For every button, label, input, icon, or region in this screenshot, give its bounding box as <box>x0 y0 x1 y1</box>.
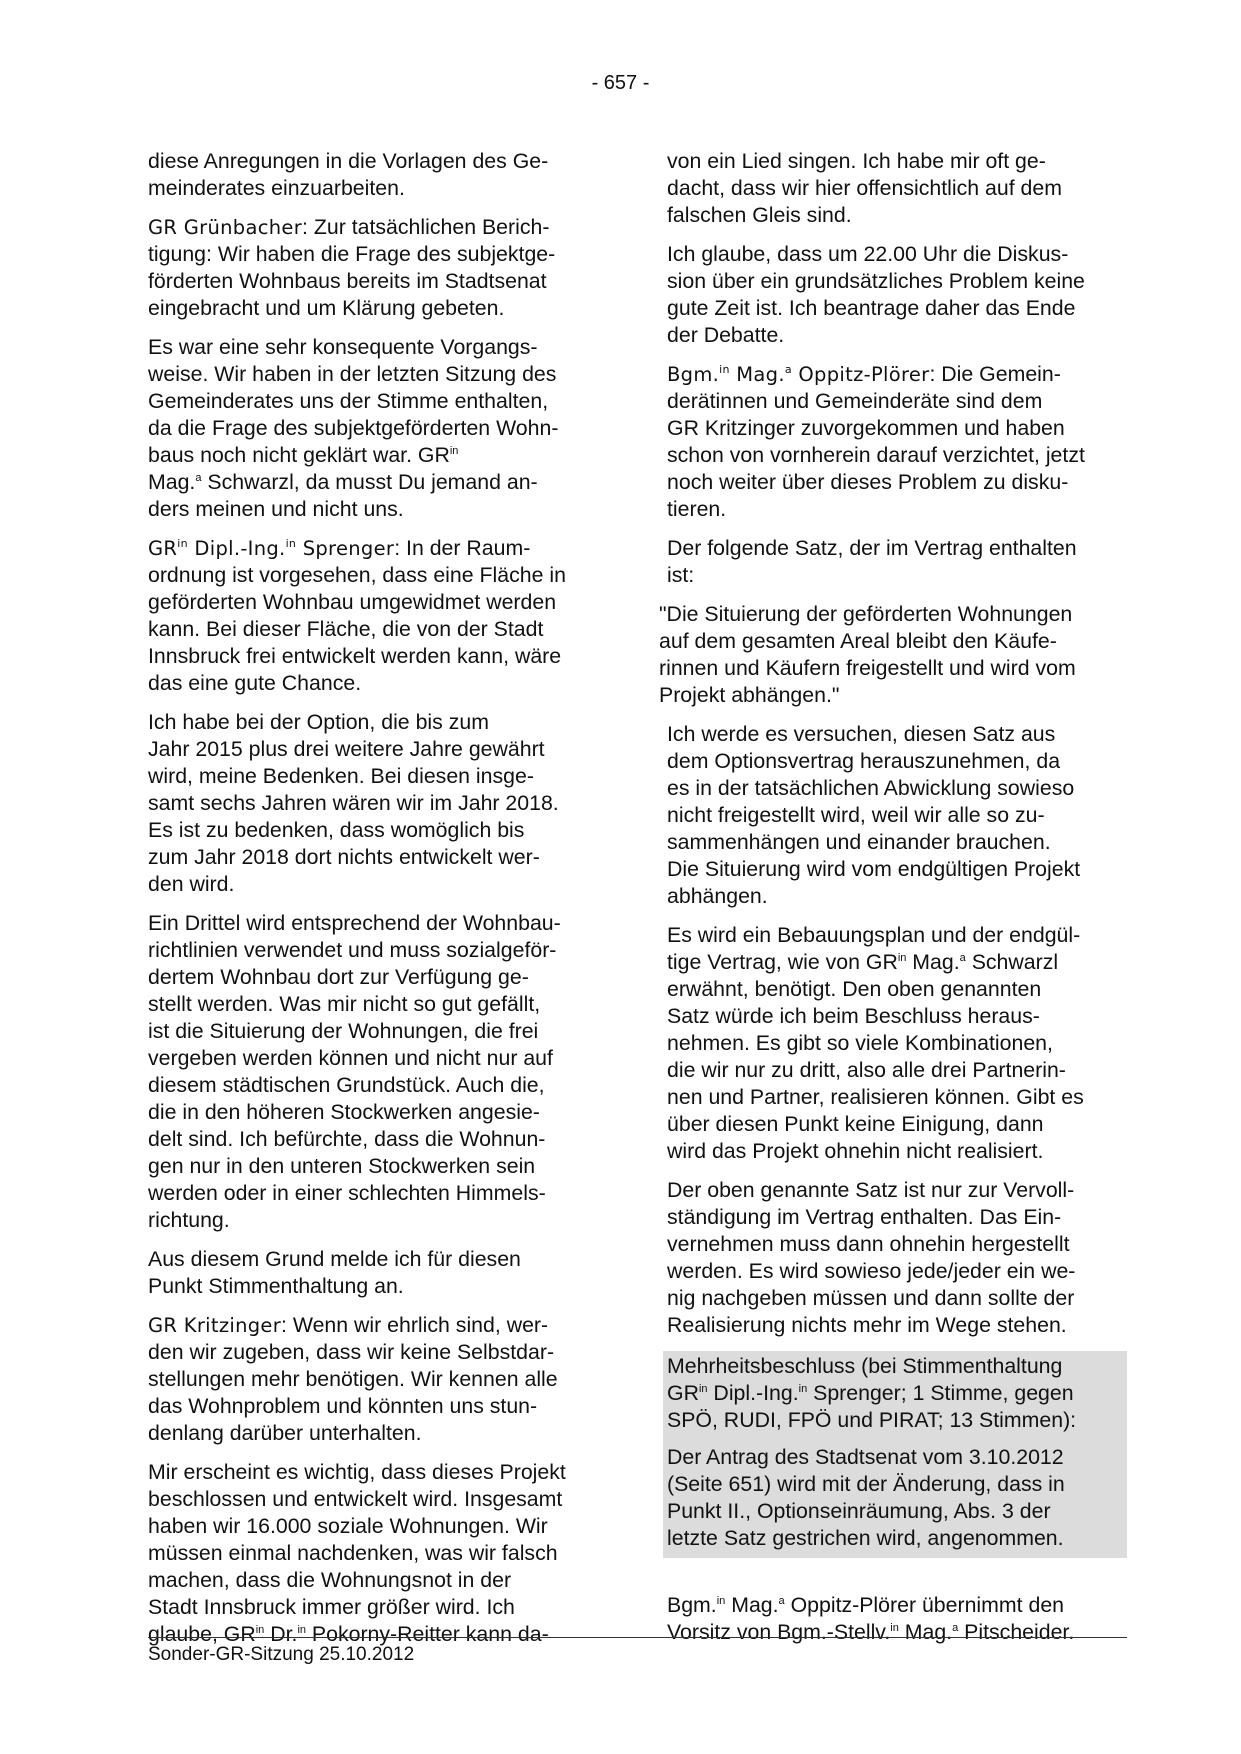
decision-resolution-box: Der Antrag des Stadtsenat vom 3.10.2012 (Seite 651) wird mit der Änderung, dass in Punkt II., Optionseinräumung, Abs. 3 der letzte Satz gestrichen wird, angenommen. <box>663 1440 1127 1558</box>
paragraph: von ein Lied singen. Ich habe mir oft ge- dacht, dass wir hier offensichtlich auf dem falschen Gleis sind. <box>667 149 1062 227</box>
paragraph: Bgm.$^{in}$ Mag.$^a$ Oppitz-Plörer übernimmt den Vorsitz von Bgm.-Stellv.$^{in}$ Mag.$^a$ Pitscheider. <box>667 1593 1075 1644</box>
speaker-name: Bgm.$^{in}$ Mag.$^a$ Oppitz-Plörer <box>667 363 930 386</box>
paragraph: GR Kritzinger: Wenn wir ehrlich sind, wer- den wir zugeben, dass wir keine Selbstdar- stellungen mehr benötigen. Wir kennen alle das Wohnproblem und könnten uns stun- denlang darüber unterhalten. <box>148 1313 558 1445</box>
paragraph: Ein Drittel wird entsprechend der Wohnbau- richtlinien verwendet und muss sozialgeför- dertem Wohnbau dort zur Verfügung ge- stellt werden. Was mir nicht so gut gefällt, ist die Situierung der Wohnungen, die frei vergeben werden können und nicht nur auf diesem städtischen Grundstück. Auch die, die in den höheren Stockwerken angesie- delt sind. Ich befürchte, dass die Wohnun- gen nur in den unteren Stockwerken sein werden oder in einer schlechten Himmels- richtung. <box>148 911 561 1232</box>
paragraph: Bgm.$^{in}$ Mag.$^a$ Oppitz-Plörer: Die Gemein- derätinnen und Gemeinderäte sind dem GR Kritzinger zuvorgekommen und haben schon von vornherein darauf verzichtet, jetzt noch weiter über dieses Problem zu disku- tieren. <box>667 362 1085 521</box>
footer-divider <box>148 1637 1127 1638</box>
paragraph: Der folgende Satz, der im Vertrag enthalten ist: <box>667 536 1077 587</box>
paragraph: Ich habe bei der Option, die bis zum Jahr 2015 plus drei weitere Jahre gewährt wird, meine Bedenken. Bei diesen insge- samt sechs Jahren wären wir im Jahr 2018. Es ist zu bedenken, dass womöglich bis zum Jahr 2018 dort nichts entwickelt wer- den wird. <box>148 710 559 896</box>
paragraph: Aus diesem Grund melde ich für diesen Punkt Stimmenthaltung an. <box>148 1247 521 1298</box>
footer-text: Sonder-GR-Sitzung 25.10.2012 <box>148 1644 415 1665</box>
paragraph: diese Anregungen in die Vorlagen des Ge- meinderates einzuarbeiten. <box>148 149 549 200</box>
decision-vote-box: Mehrheitsbeschluss (bei Stimmenthaltung $GR^{in}$ Dipl.-Ing.$^{in}$ Sprenger; 1 Stimme, gegen SPÖ, RUDI, FPÖ und PIRAT; 13 Stimmen): <box>663 1351 1127 1440</box>
paragraph: $GR^{in}$ Dipl.-Ing.$^{in}$ Sprenger: In der Raum- ordnung ist vorgesehen, dass eine Fläche in geförderten Wohnbau umgewidmet werden kann. Bei dieser Fläche, die von der Stadt Innsbruck frei entwickelt werden kann, wäre das eine gute Chance. <box>148 536 566 695</box>
paragraph: Ich werde es versuchen, diesen Satz aus dem Optionsvertrag herauszunehmen, da es in der tatsächlichen Abwicklung sowieso nicht freigestellt wird, weil wir alle so zu- sammenhängen und einander brauchen. Die Situierung wird vom endgültigen Projekt abhängen. <box>667 722 1081 908</box>
paragraph: Der oben genannte Satz ist nur zur Vervoll- ständigung im Vertrag enthalten. Das Ein- vernehmen muss dann ohnehin hergestellt werden. Es wird sowieso jede/jeder ein we- nig nachgeben müssen und dann sollte der Realisierung nichts mehr im Wege stehen. <box>667 1178 1076 1337</box>
page-number: - 657 - <box>591 72 650 94</box>
left-column <box>148 148 600 1660</box>
paragraph: Mir erscheint es wichtig, dass dieses Projekt beschlossen und entwickelt wird. Insgesamt haben wir 16.000 soziale Wohnungen. Wir müssen einmal nachdenken, was wir falsch machen, dass die Wohnungsnot in der Stadt Innsbruck immer größer wird. Ich glaube, $GR^{in}$ Dr.$^{in}$ Pokorny-Reitter kann da- <box>148 1460 566 1646</box>
speaker-name: GR Kritzinger <box>148 1314 282 1337</box>
spacer <box>667 1558 1127 1592</box>
paragraph: GR Grünbacher: Zur tatsächlichen Berich- tigung: Wir haben die Frage des subjektge- förderten Wohnbaus bereits im Stadtsenat eingebracht und um Klärung gebeten. <box>148 215 556 320</box>
quoted-contract-sentence: "Die Situierung der geförderten Wohnungen auf dem gesamten Areal bleibt den Käufe- rinnen und Käufern freigestellt und wird vom Projekt abhängen." <box>659 602 1076 707</box>
paragraph: Es wird ein Bebauungsplan und der endgül- tige Vertrag, wie von $GR^{in}$ Mag.$^a$ Schwarzl erwähnt, benötigt. Den oben genannten Satz würde ich beim Beschluss heraus- nehmen. Es gibt so viele Kombinationen, die wir nur zu dritt, also alle drei Partnerin- nen und Partner, realisieren können. Gibt es über diesen Punkt keine Einigung, dann wird das Projekt ohnehin nicht realisiert. <box>667 923 1084 1163</box>
paragraph: Es war eine sehr konsequente Vorgangs- weise. Wir haben in der letzten Sitzung des Gemeinderates uns der Stimme enthalten, da die Frage des subjektgeförderten Wohn- baus noch nicht geklärt war. $GR^{in}$ Mag.$^a$ Schwarzl, da musst Du jemand an- ders meinen und nicht uns. <box>148 335 559 521</box>
speaker-name: $GR^{in}$ Dipl.-Ing.$^{in}$ Sprenger <box>148 537 395 560</box>
paragraph: Ich glaube, dass um 22.00 Uhr die Diskus- sion über ein grundsätzliches Problem keine gute Zeit ist. Ich beantrage daher das Ende der Debatte. <box>667 242 1085 347</box>
speaker-name: GR Grünbacher <box>148 216 303 239</box>
right-column <box>659 148 1127 1658</box>
